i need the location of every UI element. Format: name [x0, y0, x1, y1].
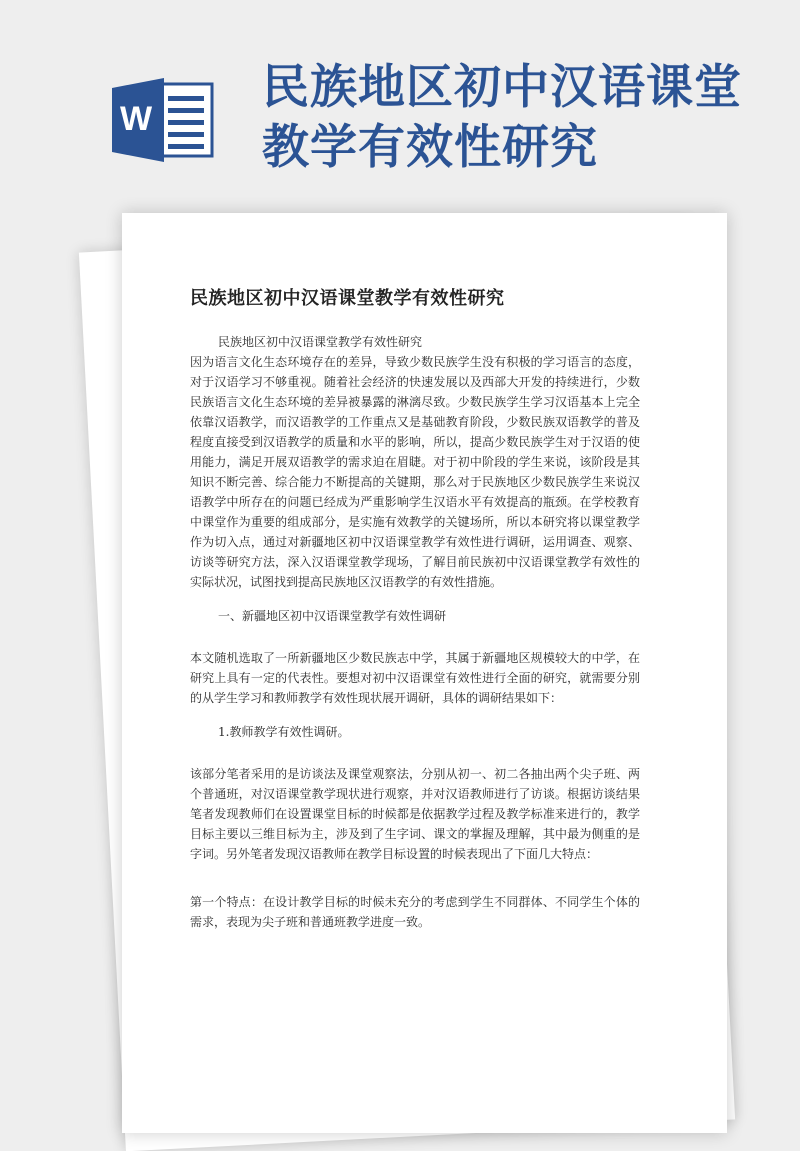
word-icon: [112, 78, 214, 162]
header-title-line1: 民族地区初中汉语课堂: [262, 60, 742, 115]
point1-paragraph: 第一个特点：在设计教学目标的时候未充分的考虑到学生不同群体、不同学生个体的需求，表现为尖子班和普通班教学进度一致。: [190, 895, 640, 929]
svg-text:W: W: [119, 100, 153, 138]
subsection1-heading: 1.教师教学有效性调研。: [218, 725, 350, 739]
section1-heading: 一、新疆地区初中汉语课堂教学有效性调研: [218, 609, 447, 623]
intro-paragraph: 因为语言文化生态环境存在的差异，导致少数民族学生没有积极的学习语言的态度，对于汉语学习不够重视。随着社会经济的快速发展以及西部大开发的持续进行，少数民族语言文化生态环境的差异被暴露的淋漓尽致。少数民族学生学习汉语基本上完全依靠汉语教学，而汉语教学的工作重点又是基础教育阶段，少数民族双语教学的普及程度直接受到汉语教学的质量和水平的影响，所以，提高少数民族学生对于汉语的使用能力，满足开展双语教学的需求迫在眉睫。对于初中阶段的学生来说，该阶段是其知识不断完善、综合能力不断提高的关键期，那么对于民族地区少数民族学生来说汉语教学中所存在的问题已经成为严重影响学生汉语水平有效提高的瓶颈。在学校教育中课堂作为重要的组成部分，是实施有效教学的关键场所，所以本研究将以课堂教学作为切入点，通过对新疆地区初中汉语课堂教学有效性进行调研，运用调查、观察、访谈等研究方法，深入汉语课堂教学现场，了解目前民族初中汉语课堂教学有效性的实际状况，试图找到提高民族地区汉语教学的有效性措施。: [190, 355, 640, 589]
document-content: [190, 262, 640, 932]
header-title-line2: 教学有效性研究: [262, 120, 598, 175]
header-title: [262, 58, 782, 178]
document-subtitle: 民族地区初中汉语课堂教学有效性研究: [218, 335, 423, 349]
subsection1-paragraph: 该部分笔者采用的是访谈法及课堂观察法，分别从初一、初二各抽出两个尖子班、两个普通班，对汉语课堂教学现状进行观察，并对汉语教师进行了访谈。根据访谈结果笔者发现教师们在设置课堂目标的时候都是依据教学过程及教学标准来进行的，教学目标主要以三维目标为主，涉及到了生字词、课文的掌握及理解，其中最为侧重的是字词。另外笔者发现汉语教师在教学目标设置的时候表现出了下面几大特点：: [190, 767, 640, 861]
document-title: 民族地区初中汉语课堂教学有效性研究: [190, 288, 505, 309]
section1-paragraph: 本文随机选取了一所新疆地区少数民族志中学，其属于新疆地区规模较大的中学，在研究上具有一定的代表性。要想对初中汉语课堂有效性进行全面的研究，就需要分别的从学生学习和教师教学有效性现状展开调研，具体的调研结果如下：: [190, 651, 640, 705]
